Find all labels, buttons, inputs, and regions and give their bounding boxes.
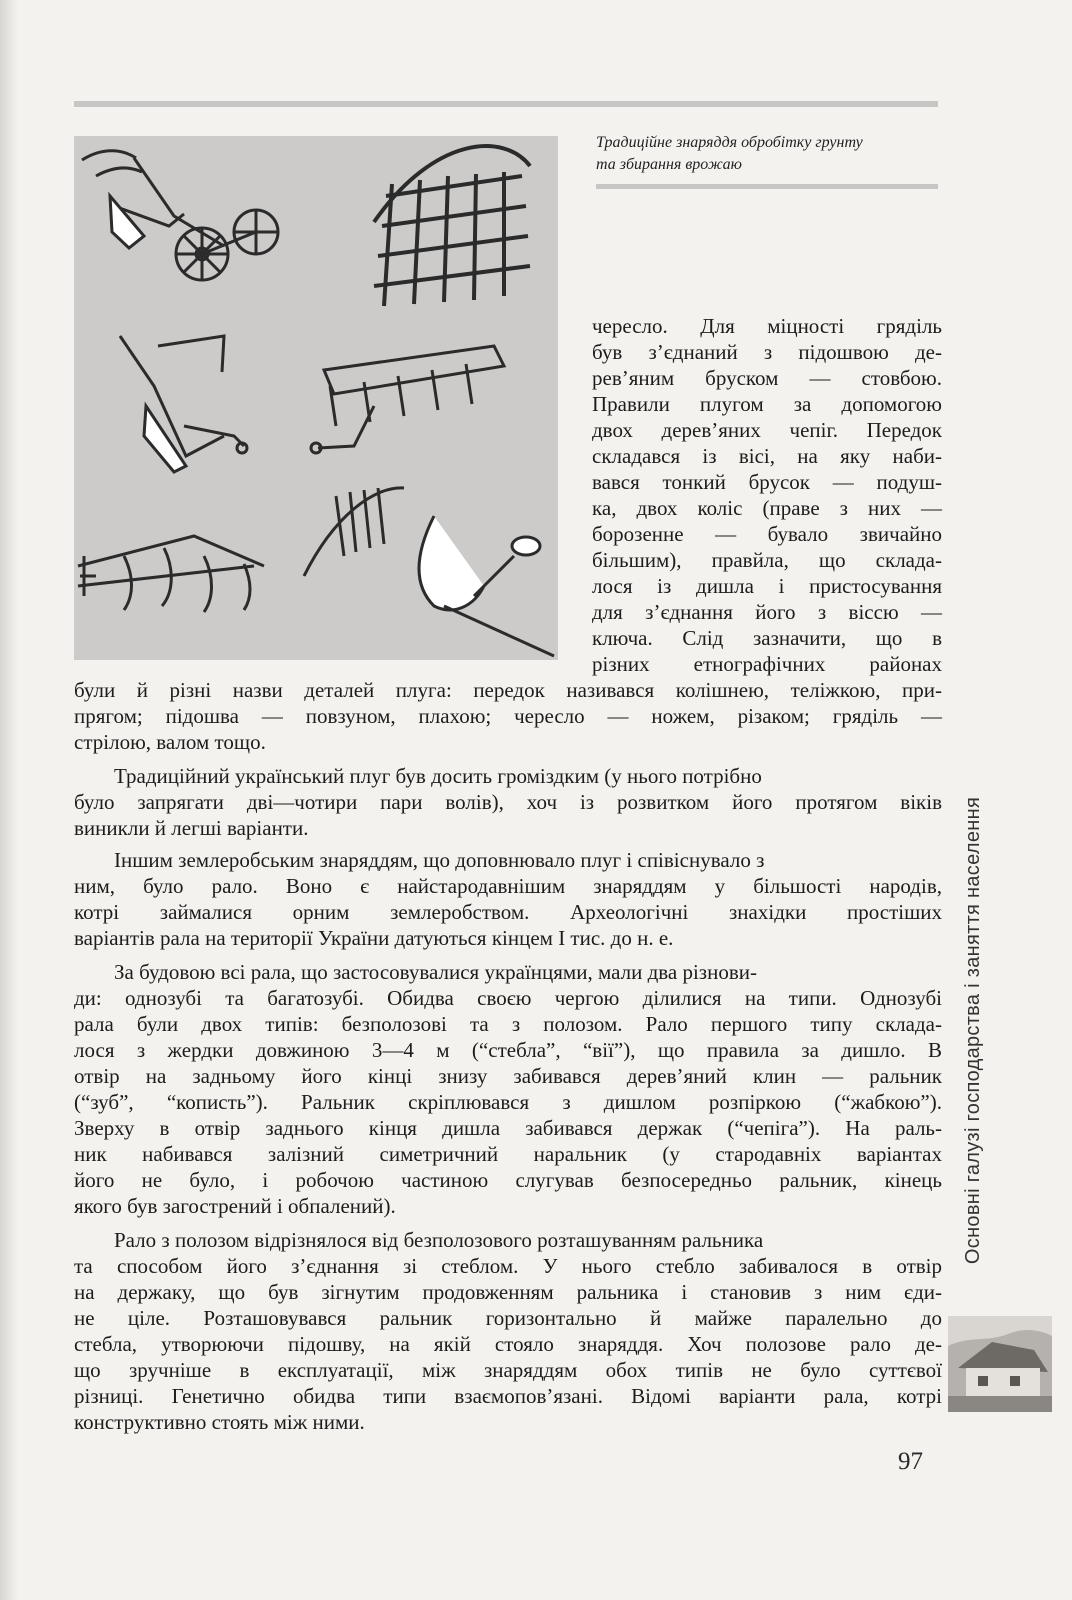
body-text-line: що зручніше в експлуатації, між знаряддям обох типів не було суттєвої: [74, 1358, 942, 1382]
body-text-line: прягом; підошва — повзуном, плахою; чересло — ножем, різаком; гряділь —: [74, 704, 942, 728]
body-text-line: якого був загострений і обпалений).: [74, 1194, 396, 1218]
body-text-line: вався тонкий брусок — подуш-: [592, 470, 942, 494]
figure-caption: [596, 132, 936, 176]
body-text-line: стрілою, валом тощо.: [74, 730, 266, 754]
page-edge-shadow: [0, 0, 18, 1600]
body-text-line: двох дерев’яних чепіг. Передок: [592, 418, 942, 442]
body-text-line: борозенне — бувало звичайно: [592, 522, 942, 546]
body-text-line: Традиційний український плуг був досить громіздким (у нього потрібно: [114, 764, 762, 788]
body-text-line: конструктивно стоять між ними.: [74, 1410, 365, 1434]
body-text-line: ключа. Слід зазначити, що в: [592, 626, 942, 650]
body-text-line: лося із дишла і пристосування: [592, 574, 942, 598]
body-text-line: різних етнографічних районах: [592, 652, 942, 676]
tools-illustration: [74, 136, 558, 660]
body-text-line: рев’яним бруском — стовбою.: [592, 366, 942, 390]
top-rule: [74, 101, 938, 107]
body-text-line: різниці. Генетично обидва типи взаємопов’язані. Відомі варіанти рала, котрі: [74, 1384, 942, 1408]
body-text-line: для з’єднання його з віссю —: [592, 600, 942, 624]
body-text-line: було запрягати дві—чотири пари волів), хоч із розвитком його протягом віків: [74, 790, 942, 814]
body-text-line: За будовою всі рала, що застосовувалися українцями, мали два різнови-: [114, 960, 757, 984]
body-text-line: ник набивався залізний симетричний наральник (у стародавніх варіантах: [74, 1142, 942, 1166]
body-text-line: ди: однозубі та багатозубі. Обидва своєю чергою ділилися на типи. Однозубі: [74, 986, 942, 1010]
body-text-line: лося з жердки довжиною 3—4 м (“стебла”, “вії”), що правила за дишло. В: [74, 1038, 942, 1062]
caption-line: Традиційне знаряддя обробітку грунту: [596, 134, 863, 151]
body-text-line: не ціле. Розташовувався ральник горизонтально й майже паралельно до: [74, 1306, 942, 1330]
body-text-line: чересло. Для міцності гряділь: [592, 314, 942, 338]
caption-line: та збирання врожаю: [596, 156, 742, 173]
body-text-line: Іншим землеробським знаряддям, що доповнювало плуг і співіснувало з: [114, 848, 765, 872]
village-house-thumbnail: [948, 1316, 1052, 1412]
body-text-line: були й різні назви деталей плуга: передок називався колішнею, теліжкою, при-: [74, 678, 942, 702]
body-text-line: (“зуб”, “копистьˮ). Ральник скріплювався з дишлом розпіркою (“жабкою”).: [74, 1090, 942, 1114]
body-text-line: варіантів рала на території України датуються кінцем І тис. до н. е.: [74, 926, 674, 950]
body-text-line: складався із вісі, на яку наби-: [592, 444, 942, 468]
chapter-side-label: [954, 700, 994, 1360]
body-text-line: рала були двох типів: безполозові та з полозом. Рало першого типу склада-: [74, 1012, 942, 1036]
body-text-line: більшим), правйла, що склада-: [592, 548, 942, 572]
body-text-line: котрі займалися орним землеробством. Археологічні знахідки простіших: [74, 900, 942, 924]
body-text-line: Правили плугом за допомогою: [592, 392, 942, 416]
caption-rule: [596, 184, 938, 189]
body-text-line: на держаку, що був зігнутим продовженням ральника і становив з ним єди-: [74, 1280, 942, 1304]
body-text-line: виникли й легші варіанти.: [74, 816, 309, 840]
body-text-line: Зверху в отвір заднього кінця дишла забивався держак (“чепіга”). На раль-: [74, 1116, 942, 1140]
page-number: 97: [898, 1448, 923, 1475]
body-text-line: отвір на задньому його кінці знизу забивався дерев’яний клин — ральник: [74, 1064, 942, 1088]
body-text-line: ним, було рало. Воно є найстародавнішим знаряддям у більшості народів,: [74, 874, 942, 898]
body-text-line: Рало з полозом відрізнялося від безполозового розташуванням ральника: [114, 1228, 764, 1252]
body-text-line: його не було, і робочою частиною слугував безпосередньо ральник, кінець: [74, 1168, 942, 1192]
body-text-line: та способом його з’єднання зі стеблом. У нього стебло забивалося в отвір: [74, 1254, 942, 1278]
village-house-icon: [948, 1316, 1052, 1412]
tools-drawing: [74, 136, 558, 660]
body-text-line: стебла, утворюючи підошву, на якій стояло знаряддя. Хоч полозове рало де-: [74, 1332, 942, 1356]
body-text-line: ка, двох коліс (праве з них —: [592, 496, 942, 520]
body-text-line: був з’єднаний з підошвою де-: [592, 340, 942, 364]
chapter-side-label-text: Основні галузі господарства і заняття населення: [962, 796, 985, 1264]
